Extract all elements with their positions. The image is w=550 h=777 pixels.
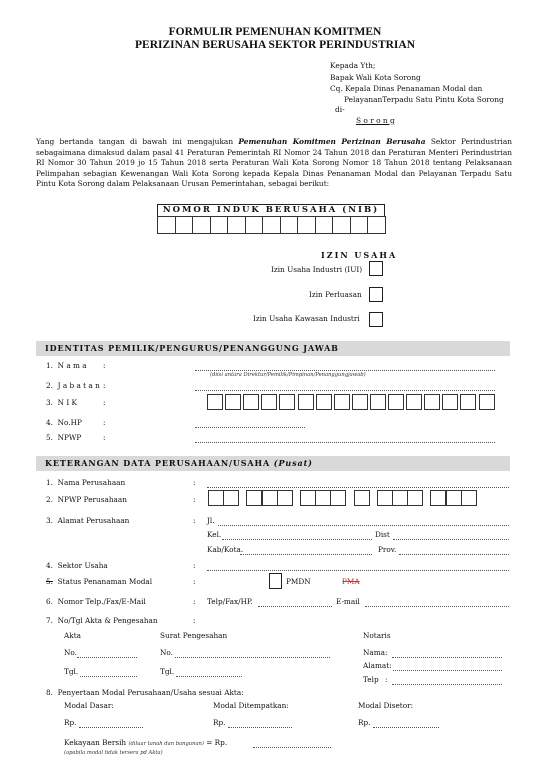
perusahaan-row-npwp: 2. NPWP Perusahaan bbox=[46, 495, 127, 504]
pengesahan-tgl-label: Tgl. bbox=[160, 667, 175, 676]
perusahaan-row-alamat: 3. Alamat Perusahaan bbox=[46, 516, 130, 525]
colon: : bbox=[385, 675, 388, 684]
dist-label: Dist bbox=[375, 530, 390, 539]
npwp-digit-cell[interactable] bbox=[392, 490, 408, 506]
identitas-row-nama: 1. N a m a bbox=[46, 361, 87, 370]
npwp-digit-cell[interactable] bbox=[377, 490, 393, 506]
npwp-digit-cell[interactable] bbox=[446, 490, 462, 506]
nik-digit-cell[interactable] bbox=[424, 394, 440, 410]
colon: : bbox=[193, 561, 196, 570]
modal-dasar-label: Modal Dasar: bbox=[64, 701, 114, 710]
nib-digit-cell[interactable] bbox=[280, 216, 299, 234]
modal-ditempatkan-input[interactable] bbox=[228, 727, 292, 728]
pma-label: PMA bbox=[342, 577, 360, 586]
nib-digit-cell[interactable] bbox=[227, 216, 246, 234]
identitas-row-jabatan: 2. J a b a t a n bbox=[46, 381, 100, 390]
addressee-line: Bapak Wali Kota Sorong bbox=[330, 72, 421, 82]
npwp-digit-cell[interactable] bbox=[330, 490, 346, 506]
izin-iui-label: Izin Usaha Industri (IUI) bbox=[271, 265, 363, 274]
colon: : bbox=[103, 433, 106, 442]
kel-label: Kel. bbox=[207, 530, 222, 539]
npwp-digit-cell[interactable] bbox=[262, 490, 278, 506]
colon: : bbox=[103, 418, 106, 427]
modal-disetor-input[interactable] bbox=[373, 727, 439, 728]
nik-digit-cell[interactable] bbox=[370, 394, 386, 410]
izin-kawasan-label: Izin Usaha Kawasan Industri bbox=[253, 314, 360, 323]
rp-label: Rp. bbox=[213, 718, 226, 727]
form-title-line2: PERIZINAN BERUSAHA SEKTOR PERINDUSTRIAN bbox=[135, 39, 415, 51]
colon: : bbox=[193, 478, 196, 487]
npwp-digit-cell[interactable] bbox=[407, 490, 423, 506]
nib-digit-cell[interactable] bbox=[350, 216, 369, 234]
izin-kawasan-checkbox[interactable] bbox=[369, 312, 383, 327]
npwp-digit-cell[interactable] bbox=[354, 490, 370, 506]
npwp-digit-cell[interactable] bbox=[300, 490, 316, 506]
notaris-telp-label: Telp bbox=[363, 675, 379, 684]
izin-usaha-title: IZIN USAHA bbox=[321, 250, 398, 260]
izin-perluasan-label: Izin Perluasan bbox=[309, 290, 362, 299]
email-input[interactable] bbox=[365, 606, 509, 607]
prov-label: Prov. bbox=[378, 545, 397, 554]
email-label: E-mail bbox=[336, 597, 360, 606]
nib-digit-cell[interactable] bbox=[175, 216, 194, 234]
npwp-digit-cell[interactable] bbox=[277, 490, 293, 506]
nib-digit-cell[interactable] bbox=[245, 216, 264, 234]
jl-label: Jl. bbox=[207, 516, 215, 525]
kab-label: Kab/Kota. bbox=[207, 545, 244, 554]
nib-digit-cell[interactable] bbox=[315, 216, 334, 234]
nik-digit-cell[interactable] bbox=[261, 394, 277, 410]
identitas-row-npwp: 5. NPWP bbox=[46, 433, 82, 442]
npwp-digit-cell[interactable] bbox=[208, 490, 224, 506]
npwp-digit-cell[interactable] bbox=[461, 490, 477, 506]
nik-digit-cell[interactable] bbox=[334, 394, 350, 410]
perusahaan-row-telp: 6. Nomor Telp./Fax/E-Mail bbox=[46, 597, 146, 606]
nik-digit-cell[interactable] bbox=[207, 394, 223, 410]
distrik-input[interactable] bbox=[393, 539, 509, 540]
nib-digit-cell[interactable] bbox=[262, 216, 281, 234]
akta-no-input[interactable] bbox=[77, 657, 137, 658]
colon: : bbox=[193, 616, 196, 625]
nib-digit-cell[interactable] bbox=[192, 216, 211, 234]
nib-digit-cell[interactable] bbox=[367, 216, 386, 234]
telp-label: Telp/Fax/HP. bbox=[207, 597, 253, 606]
nik-digit-cell[interactable] bbox=[406, 394, 422, 410]
pmdn-label: PMDN bbox=[286, 577, 311, 586]
addressee-block bbox=[330, 61, 504, 126]
npwp-digit-cell[interactable] bbox=[246, 490, 262, 506]
perusahaan-row-modal: 8. Penyertaan Modal Perusahaan/Usaha sesuai Akta: bbox=[46, 688, 244, 697]
akta-tgl-label: Tgl. bbox=[64, 667, 79, 676]
notaris-nama-label: Nama bbox=[363, 648, 386, 657]
notaris-alamat-input[interactable] bbox=[393, 670, 502, 671]
notaris-label: Notaris bbox=[363, 631, 391, 640]
kekayaan-bersih-row: Kekayaan Bersih (diluar tanah dan bangunan) = Rp. bbox=[64, 738, 228, 747]
colon: : bbox=[193, 597, 196, 606]
rp-label: Rp. bbox=[358, 718, 371, 727]
nik-input-grid[interactable] bbox=[207, 394, 507, 411]
npwp-perusahaan-grid[interactable] bbox=[208, 490, 513, 507]
pengesahan-tgl-input[interactable] bbox=[176, 676, 242, 677]
form-title-line1: FORMULIR PEMENUHAN KOMITMEN bbox=[168, 26, 382, 38]
identitas-row-nik: 3. N I K bbox=[46, 398, 77, 407]
nib-digit-cell[interactable] bbox=[332, 216, 351, 234]
nik-digit-cell[interactable] bbox=[479, 394, 495, 410]
npwp-digit-cell[interactable] bbox=[315, 490, 331, 506]
kekayaan-footnote: (apabila modal tidak tersera pd Akta) bbox=[64, 750, 163, 756]
nama-hint: (diisi antara Direktur/Pemilik/Pimpinan/Penanggungjawab) bbox=[210, 372, 366, 378]
nib-title: NOMOR INDUK BERUSAHA (NIB) bbox=[157, 204, 385, 217]
izin-perluasan-checkbox[interactable] bbox=[369, 287, 383, 302]
kabkota-input[interactable] bbox=[240, 554, 372, 555]
pengesahan-no-label: No. bbox=[160, 648, 173, 657]
npwp-input[interactable] bbox=[195, 442, 495, 443]
modal-dasar-input[interactable] bbox=[79, 727, 143, 728]
addressee-line: PelayananTerpadu Satu Pintu Kota Sorong bbox=[344, 94, 504, 104]
nik-digit-cell[interactable] bbox=[442, 394, 458, 410]
perusahaan-row-akta: 7. No/Tgl Akta & Pengesahan bbox=[46, 616, 158, 625]
kekayaan-bersih-input[interactable] bbox=[253, 747, 331, 748]
perusahaan-row-sektor: 4. Sektor Usaha bbox=[46, 561, 108, 570]
nik-digit-cell[interactable] bbox=[298, 394, 314, 410]
jalan-input[interactable] bbox=[218, 525, 509, 526]
nohp-input[interactable] bbox=[195, 427, 305, 428]
nama-perusahaan-input[interactable] bbox=[207, 487, 509, 488]
addressee-line: Kepada Yth; bbox=[330, 61, 376, 70]
nik-digit-cell[interactable] bbox=[279, 394, 295, 410]
nib-digit-cell[interactable] bbox=[210, 216, 229, 234]
npwp-digit-cell[interactable] bbox=[430, 490, 446, 506]
pmdn-checkbox[interactable] bbox=[269, 573, 282, 589]
colon: : bbox=[103, 381, 106, 390]
modal-disetor-label: Modal Disetor: bbox=[358, 701, 414, 710]
perusahaan-row-nama: 1. Nama Perusahaan bbox=[46, 478, 126, 487]
addressee-city: S o r o n g bbox=[356, 115, 395, 125]
nik-digit-cell[interactable] bbox=[460, 394, 476, 410]
akta-tgl-input[interactable] bbox=[80, 676, 137, 677]
akta-no-label: No. bbox=[64, 648, 77, 657]
nik-digit-cell[interactable] bbox=[243, 394, 259, 410]
notaris-nama-input[interactable] bbox=[392, 657, 502, 658]
section-perusahaan-header: KETERANGAN DATA PERUSAHAAN/USAHA (Pusat) bbox=[36, 456, 510, 471]
colon: : bbox=[103, 398, 106, 407]
sektor-usaha-input[interactable] bbox=[207, 570, 509, 571]
jabatan-input[interactable] bbox=[195, 390, 495, 391]
rp-label: Rp. bbox=[64, 718, 77, 727]
nik-digit-cell[interactable] bbox=[225, 394, 241, 410]
identitas-row-nohp: 4. No.HP bbox=[46, 418, 82, 427]
nib-digit-cell[interactable] bbox=[297, 216, 316, 234]
nik-digit-cell[interactable] bbox=[316, 394, 332, 410]
akta-label: Akta bbox=[64, 631, 81, 640]
notaris-alamat-label: Alamat: bbox=[363, 661, 392, 670]
provinsi-input[interactable] bbox=[399, 554, 509, 555]
nib-input-grid[interactable] bbox=[157, 216, 385, 234]
notaris-telp-input[interactable] bbox=[392, 684, 502, 685]
kelurahan-input[interactable] bbox=[222, 539, 372, 540]
npwp-digit-cell[interactable] bbox=[223, 490, 239, 506]
addressee-line: Cq. Kepala Dinas Penanaman Modal dan bbox=[330, 84, 483, 93]
colon: : bbox=[103, 361, 106, 370]
modal-ditempatkan-label: Modal Ditempatkan: bbox=[213, 701, 289, 710]
intro-paragraph: Yang bertanda tangan di bawah ini mengajukan Pemenuhan Komitmen Perizinan Berusaha Sektor Perindustrian sebagaimana dimaksud dalam pasal 41 Peraturan Pemerintah RI Nomor 24 Tahun 2018 dan Peraturan Menteri Perindustrian RI Nomor 30 Tahun 2019 jo 15 Tahun 2018 serta Peraturan Wali Kota Sorong Nomor 18 Tahun 2018 tentang Pelaksanaan Pelimpahan sebagian Kewenangan Wali Kota Sorong kepada Kepala Dinas Penanaman Modal dan Pelayanan Terpadu Satu Pintu Kota Sorong dalam Pelaksanaan Urusan Pemerintahan, sebagai berikut: bbox=[36, 137, 513, 189]
addressee-line: di- bbox=[335, 105, 345, 114]
izin-iui-checkbox[interactable] bbox=[369, 261, 383, 276]
perusahaan-row-status: 5. Status Penanaman Modal bbox=[46, 577, 153, 586]
nik-digit-cell[interactable] bbox=[388, 394, 404, 410]
nama-input[interactable] bbox=[195, 370, 495, 371]
nib-digit-cell[interactable] bbox=[157, 216, 176, 234]
telp-input[interactable] bbox=[258, 606, 332, 607]
colon: : bbox=[385, 648, 388, 657]
pengesahan-no-input[interactable] bbox=[175, 657, 330, 658]
colon: : bbox=[193, 495, 196, 504]
surat-pengesahan-label: Surat Pengesahan bbox=[160, 631, 228, 640]
nik-digit-cell[interactable] bbox=[352, 394, 368, 410]
section-identitas-header: IDENTITAS PEMILIK/PENGURUS/PENANGGUNG JAWAB bbox=[36, 341, 510, 356]
colon: : bbox=[193, 516, 196, 525]
colon: : bbox=[193, 577, 196, 586]
